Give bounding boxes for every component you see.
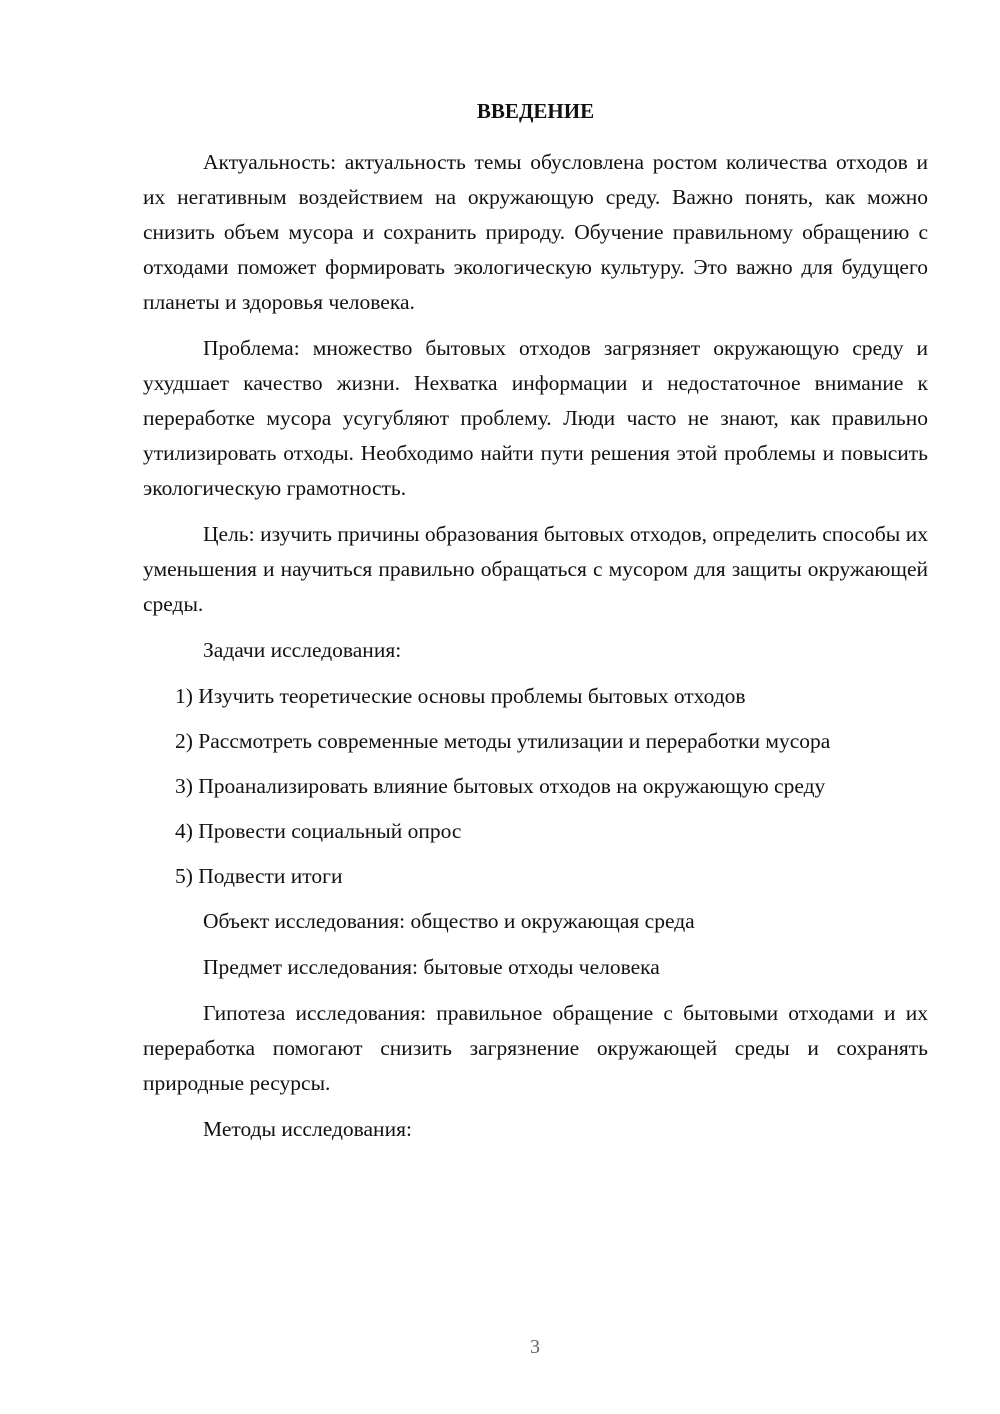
page-number: 3 [530,1336,540,1358]
task-item: 5) Подвести итоги [175,864,343,888]
relevance-paragraph: Актуальность: актуальность темы обусловлена ростом количества отходов и их негативным воздействием на окружающую среду. Важно понять, как можно снизить объем мусора и сохранить природу. Обучение правильному обращению с отходами поможет формировать экологическую культуру. Это важно для будущего планеты и здоровья человека. [143,150,928,314]
problem-paragraph: Проблема: множество бытовых отходов загрязняет окружающую среду и ухудшает качество жизни. Нехватка информации и недостаточное внимание к переработке мусора усугубляют проблему. Люди часто не знают, как правильно утилизировать отходы. Необходимо найти пути решения этой проблемы и повысить экологическую грамотность. [143,336,928,500]
object-paragraph: Объект исследования: общество и окружающая среда [203,909,695,933]
goal-paragraph: Цель: изучить причины образования бытовых отходов, определить способы их уменьшения и научиться правильно обращаться с мусором для защиты окружающей среды. [143,522,928,616]
methods-heading: Методы исследования: [203,1117,412,1141]
section-title: ВВЕДЕНИЕ [476,99,595,123]
document-page [143,96,928,1158]
subject-paragraph: Предмет исследования: бытовые отходы человека [203,955,660,979]
task-item: 4) Провести социальный опрос [175,819,462,843]
task-item: 2) Рассмотреть современные методы утилизации и переработки мусора [175,729,831,753]
hypothesis-paragraph: Гипотеза исследования: правильное обращение с бытовыми отходами и их переработка помогают снизить загрязнение окружающей среды и сохранять природные ресурсы. [143,1001,928,1095]
task-item: 1) Изучить теоретические основы проблемы бытовых отходов [175,684,746,708]
task-item: 3) Проанализировать влияние бытовых отходов на окружающую среду [175,774,826,798]
tasks-heading: Задачи исследования: [203,638,402,662]
